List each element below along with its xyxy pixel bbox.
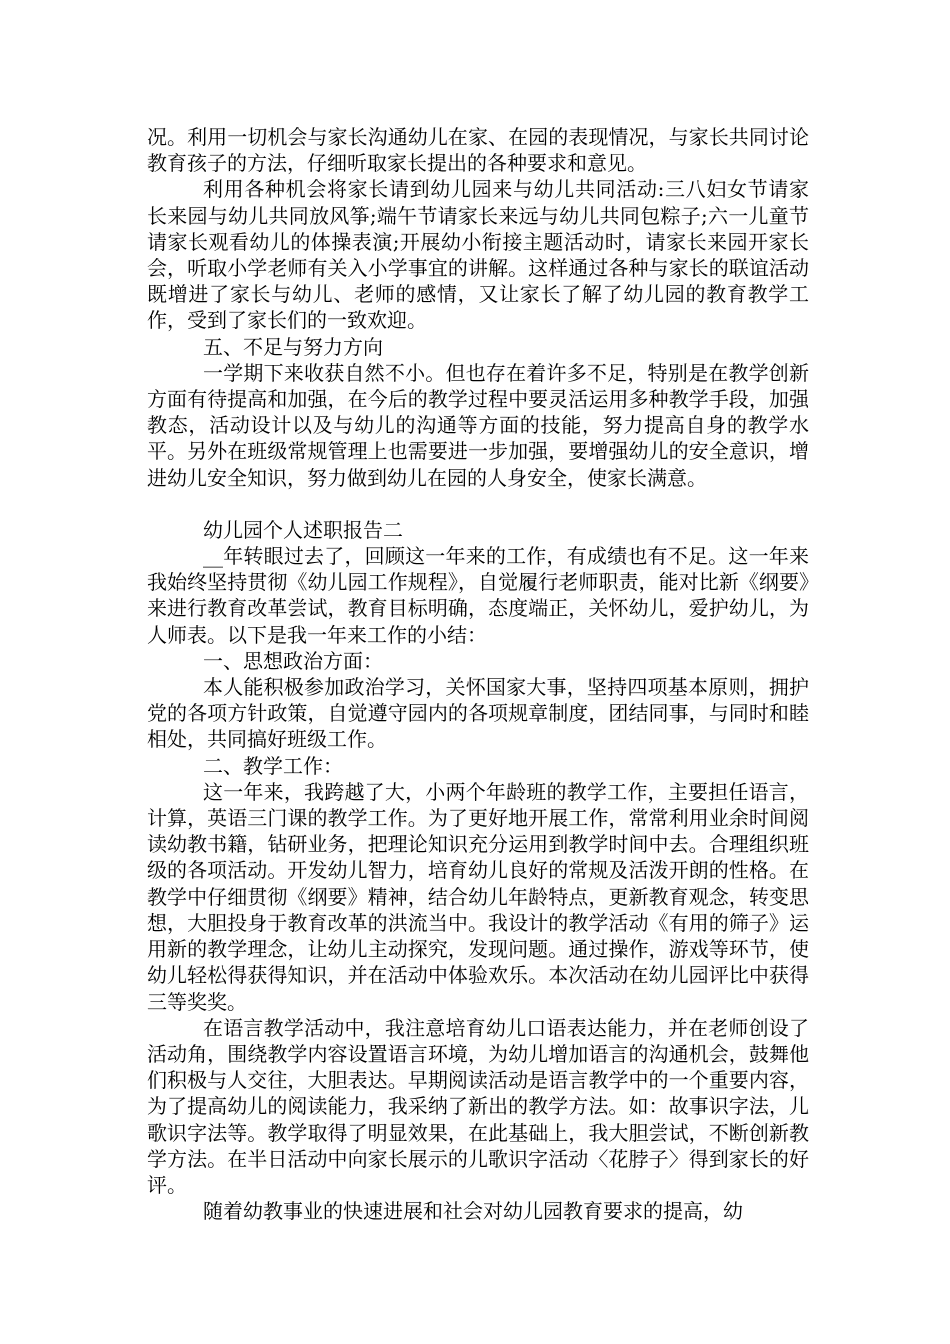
paragraph-shortcomings: 一学期下来收获自然不小。但也存在着许多不足，特别是在教学创新方面有待提高和加强，在今后的教学过程中要灵活运用多种教学手段，加强教态，活动设计以及与幼儿的沟通等方面的技能，努力提高自身的教学水平。另外在班级常规管理上也需要进一步加强，要增强幼儿的安全意识，增进幼儿安全知识，努力做到幼儿在园的人身安全，使家长满意。 [147, 360, 809, 490]
paragraph-year-review: __年转眼过去了，回顾这一年来的工作，有成绩也有不足。这一年来我始终坚持贯彻《幼儿园工作规程》，自觉履行老师职责，能对比新《纲要》来进行教育改革尝试，教育目标明确，态度端正，关怀幼儿，爱护幼儿，为人师表。以下是我一年来工作的小结： [147, 544, 809, 647]
section-heading-shortcomings: 五、不足与努力方向 [203, 334, 383, 359]
document-page [147, 124, 809, 1224]
paragraph-gap [147, 491, 809, 517]
section-heading-political: 一、思想政治方面： [203, 648, 383, 673]
paragraph-home-communication: 况。利用一切机会与家长沟通幼儿在家、在园的表现情况，与家长共同讨论教育孩子的方法，仔细听取家长提出的各种要求和意见。 [147, 125, 809, 176]
report-title-two: 幼儿园个人述职报告二 [203, 517, 403, 542]
paragraph-political: 本人能积极参加政治学习，关怀国家大事，坚持四项基本原则，拥护党的各项方针政策，自觉遵守园内的各项规章制度，团结同事，与同时和睦相处，共同搞好班级工作。 [147, 675, 809, 752]
paragraph-language-teaching: 在语言教学活动中，我注意培育幼儿口语表达能力，并在老师创设了活动角，围绕教学内容设置语言环境，为幼儿增加语言的沟通机会，鼓舞他们积极与人交往，大胆表达。早期阅读活动是语言教学中的一个重要内容，为了提高幼儿的阅读能力，我采纳了新出的教学方法。如：故事识字法，儿歌识字法等。教学取得了明显效果，在此基础上，我大胆尝试，不断创新教学方法。在半日活动中向家长展示的儿歌识字活动〈花脖子〉得到家长的好评。 [147, 1015, 809, 1197]
paragraph-parent-activities: 利用各种机会将家长请到幼儿园来与幼儿共同活动:三八妇女节请家长来园与幼儿共同放风筝;端午节请家长来远与幼儿共同包粽子;六一儿童节请家长观看幼儿的体操表演;开展幼小衔接主题活动时，请家长来园开家长会，听取小学老师有关入小学事宜的讲解。这样通过各种与家长的联谊活动既增进了家长与幼儿、老师的感情，又让家长了解了幼儿园的教育教学工作，受到了家长们的一致欢迎。 [147, 177, 809, 333]
section-heading-teaching: 二、教学工作： [203, 753, 343, 778]
paragraph-teaching: 这一年来，我跨越了大，小两个年龄班的教学工作，主要担任语言，计算，英语三门课的教学工作。为了更好地开展工作，常常利用业余时间阅读幼教书籍，钻研业务，把理论知识充分运用到教学时间中去。合理组织班级的各项活动。开发幼儿智力，培育幼儿良好的常规及活泼开朗的性格。在教学中仔细贯彻《纲要》精神，结合幼儿年龄特点，更新教育观念，转变思想，大胆投身于教育改革的洪流当中。我设计的教学活动《有用的筛子》运用新的教学理念，让幼儿主动探究，发现问题。通过操作，游戏等环节，使幼儿轻松得获得知识，并在活动中体验欢乐。本次活动在幼儿园评比中获得三等奖奖。 [147, 779, 809, 1014]
paragraph-development: 随着幼教事业的快速进展和社会对幼儿园教育要求的提高，幼 [203, 1199, 743, 1224]
